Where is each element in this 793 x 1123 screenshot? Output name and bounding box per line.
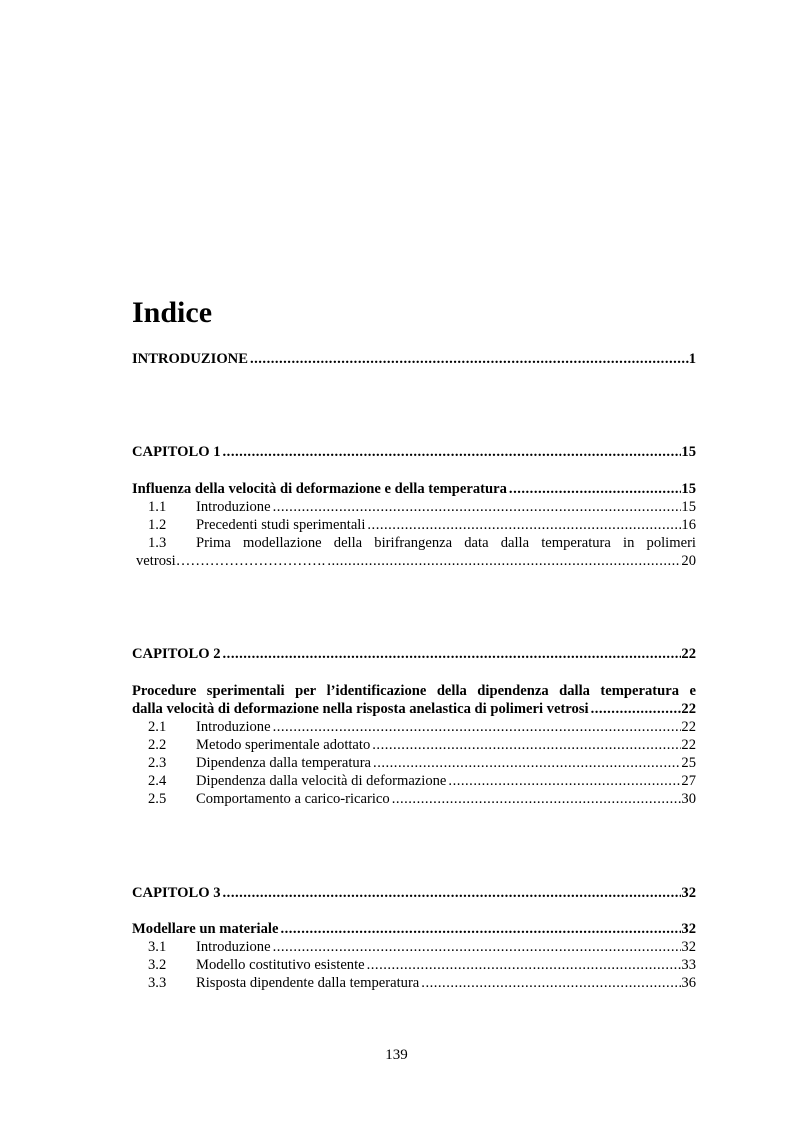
toc-word: temperatura [600, 683, 680, 699]
toc-entry-label: dalla velocità di deformazione nella risposta anelastica di polimeri vetrosi [132, 701, 589, 717]
toc-word: per [295, 683, 317, 699]
toc-item-page: 30 [681, 791, 696, 807]
toc-dot-leader [371, 754, 681, 772]
toc-item-multiline[interactable] [132, 534, 696, 552]
toc-dot-leader [271, 498, 682, 516]
toc-dot-leader [325, 552, 681, 570]
toc-dot-leader [446, 772, 681, 790]
toc-chapter-3-section [132, 920, 696, 992]
toc-item-page: 36 [681, 975, 696, 991]
toc-chapter-heading[interactable] [132, 700, 696, 718]
page-title: Indice [132, 296, 213, 329]
toc-dot-leader [365, 956, 682, 974]
toc-item[interactable] [132, 754, 696, 772]
toc-chapter-title[interactable] [132, 443, 696, 461]
toc-word: dalla [559, 683, 590, 699]
toc-chapter-1-section [132, 480, 696, 570]
toc-item[interactable] [132, 790, 696, 808]
toc-word: Procedure [132, 683, 197, 699]
toc-item-number: 2.4 [148, 773, 167, 789]
toc-entry-page: 15 [681, 444, 696, 460]
toc-entry-label: Modellare un materiale [132, 921, 279, 937]
toc-item-continuation[interactable] [132, 552, 696, 570]
toc-dot-leader [248, 350, 689, 368]
toc-item-page: 20 [681, 553, 696, 569]
toc-word: dalla [500, 535, 530, 551]
toc-dot-leader [221, 884, 682, 902]
toc-word: data [464, 535, 489, 551]
toc-dot-leader [589, 700, 682, 718]
toc-entry-label: CAPITOLO 2 [132, 646, 221, 662]
toc-word: polimeri [646, 535, 696, 551]
toc-dot-leader [507, 480, 681, 498]
toc-item[interactable] [132, 516, 696, 534]
toc-entry-introduzione[interactable] [132, 350, 696, 368]
toc-word: sperimentali [206, 683, 285, 699]
toc-introduzione [132, 350, 696, 368]
toc-item-label: Comportamento a carico-ricarico [196, 791, 390, 807]
toc-word: della [436, 683, 467, 699]
toc-chapter-1 [132, 443, 696, 461]
toc-chapter-2-section [132, 682, 696, 808]
toc-item-label: Introduzione [196, 939, 271, 955]
toc-dot-leader [221, 645, 682, 663]
toc-item-number: 3.3 [148, 975, 167, 991]
toc-chapter-3 [132, 884, 696, 902]
toc-item-label-justified [196, 534, 696, 552]
toc-item-number: 3.1 [148, 939, 167, 955]
toc-word: Prima [196, 535, 231, 551]
toc-entry-label: CAPITOLO 3 [132, 885, 221, 901]
toc-item-page: 16 [681, 517, 696, 533]
toc-word: e [689, 683, 696, 699]
toc-word: l’identificazione [326, 683, 427, 699]
toc-dot-leader [390, 790, 682, 808]
toc-item-page: 15 [681, 499, 696, 515]
toc-item[interactable] [132, 956, 696, 974]
toc-item-label: Modello costitutivo esistente [196, 957, 365, 973]
toc-dot-leader [419, 974, 681, 992]
toc-chapter-2 [132, 645, 696, 663]
toc-word: temperatura [541, 535, 611, 551]
toc-dot-leader [271, 938, 682, 956]
toc-item-label: Dipendenza dalla temperatura [196, 755, 372, 771]
toc-item-label: Introduzione [196, 719, 271, 735]
toc-item-label: Dipendenza dalla velocità di deformazione [196, 773, 447, 789]
toc-word: in [623, 535, 635, 551]
toc-item-page: 27 [681, 773, 696, 789]
toc-chapter-heading-line[interactable] [132, 682, 696, 700]
toc-word: della [333, 535, 363, 551]
toc-item-label: Precedenti studi sperimentali [196, 517, 366, 533]
toc-item[interactable] [132, 718, 696, 736]
toc-item[interactable] [132, 772, 696, 790]
toc-item-number: 1.1 [148, 499, 167, 515]
toc-chapter-title[interactable] [132, 645, 696, 663]
toc-item[interactable] [132, 498, 696, 516]
toc-item-label: Introduzione [196, 499, 271, 515]
toc-item-label: vetrosi…………………………. [136, 553, 326, 569]
toc-item-page: 32 [681, 939, 696, 955]
toc-item[interactable] [132, 938, 696, 956]
toc-item-page: 25 [681, 755, 696, 771]
toc-item-page: 22 [681, 719, 696, 735]
toc-item[interactable] [132, 736, 696, 754]
toc-item-number: 1.3 [148, 535, 167, 551]
toc-item[interactable] [132, 974, 696, 992]
toc-word: birifrangenza [374, 535, 453, 551]
toc-dot-leader [271, 718, 682, 736]
toc-item-number: 3.2 [148, 957, 167, 973]
toc-entry-page: 32 [681, 885, 696, 901]
toc-word: modellazione [243, 535, 322, 551]
toc-item-number: 2.2 [148, 737, 167, 753]
toc-item-page: 33 [681, 957, 696, 973]
toc-entry-page: 32 [681, 921, 696, 937]
toc-entry-label: INTRODUZIONE [132, 351, 248, 367]
toc-entry-label: Influenza della velocità di deformazione e della temperatura [132, 481, 507, 497]
toc-entry-label: CAPITOLO 1 [132, 444, 221, 460]
toc-entry-page: 22 [681, 701, 696, 717]
toc-dot-leader [221, 443, 682, 461]
toc-dot-leader [365, 516, 681, 534]
toc-entry-page: 15 [681, 481, 696, 497]
toc-item-page: 22 [681, 737, 696, 753]
toc-chapter-heading[interactable] [132, 920, 696, 938]
toc-dot-leader [278, 920, 681, 938]
toc-word: dipendenza [477, 683, 549, 699]
toc-item-number: 2.1 [148, 719, 167, 735]
toc-item-number: 1.2 [148, 517, 167, 533]
toc-chapter-title[interactable] [132, 884, 696, 902]
toc-chapter-heading[interactable] [132, 480, 696, 498]
toc-item-label: Metodo sperimentale adottato [196, 737, 371, 753]
toc-entry-page: 22 [681, 646, 696, 662]
toc-entry-page: 1 [688, 351, 696, 367]
toc-item-number: 2.5 [148, 791, 167, 807]
toc-dot-leader [370, 736, 681, 754]
page-number: 139 [385, 1047, 408, 1063]
toc-item-number: 2.3 [148, 755, 167, 771]
toc-item-label: Risposta dipendente dalla temperatura [196, 975, 420, 991]
